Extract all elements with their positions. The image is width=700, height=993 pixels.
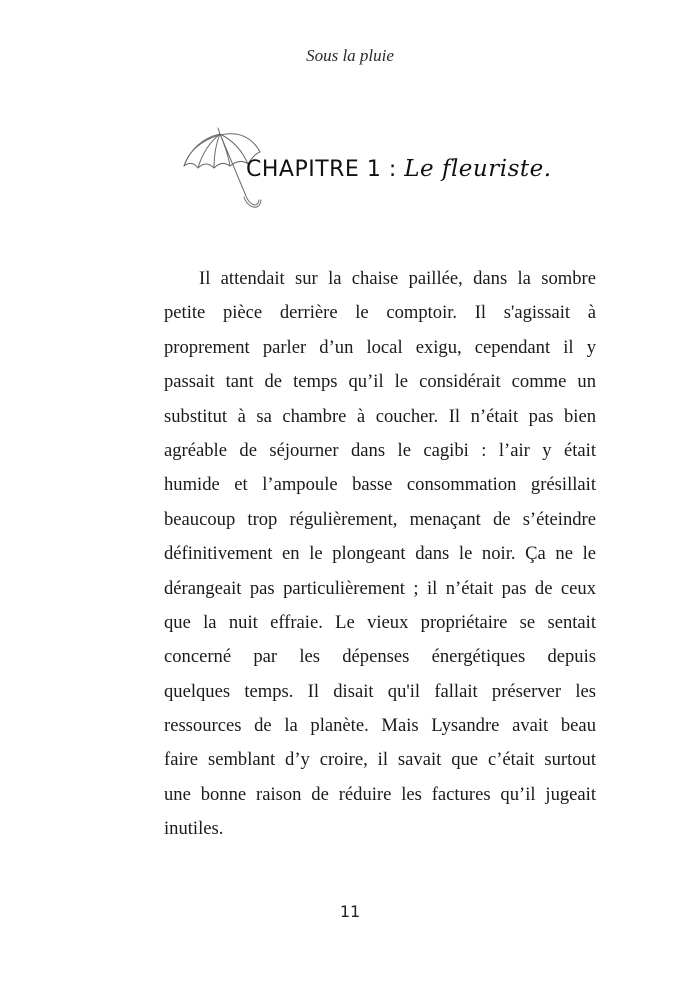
chapter-title bbox=[246, 156, 552, 182]
text-line: quelques temps. Il disait qu'il fallait préserver les bbox=[164, 680, 596, 702]
text-line: concerné par les dépenses énergétiques depuis bbox=[164, 646, 596, 668]
text-line: agréable de séjourner dans le cagibi : l’air y était bbox=[164, 439, 596, 461]
page-number: 11 bbox=[339, 902, 361, 921]
text-line: faire semblant d’y croire, il savait que c’était surtout bbox=[164, 749, 596, 771]
text-line: Il attendait sur la chaise paillée, dans la sombre bbox=[199, 268, 596, 289]
chapter-label: CHAPITRE 1 : bbox=[246, 157, 397, 182]
text-line: passait tant de temps qu’il le considérait comme un bbox=[164, 371, 596, 393]
text-line: définitivement en le plongeant dans le noir. Ça ne le bbox=[164, 543, 596, 565]
text-line: inutiles. bbox=[164, 818, 224, 840]
chapter-heading bbox=[180, 120, 580, 220]
text-line: une bonne raison de réduire les factures qu’il jugeait bbox=[164, 783, 596, 805]
body-paragraph bbox=[164, 262, 596, 847]
running-header: Sous la pluie bbox=[306, 46, 394, 65]
text-line: dérangeait pas particulièrement ; il n’était pas de ceux bbox=[164, 577, 596, 599]
chapter-name: Le fleuriste. bbox=[404, 156, 552, 182]
text-line: humide et l’ampoule basse consommation grésillait bbox=[164, 474, 596, 496]
text-line: ressources de la planète. Mais Lysandre avait beau bbox=[164, 715, 596, 737]
text-line: que la nuit effraie. Le vieux propriétaire se sentait bbox=[164, 611, 596, 633]
text-line: beaucoup trop régulièrement, menaçant de s’éteindre bbox=[164, 508, 596, 530]
text-line: substitut à sa chambre à coucher. Il n’était pas bien bbox=[164, 405, 596, 427]
text-line: petite pièce derrière le comptoir. Il s'agissait à bbox=[164, 302, 596, 324]
text-line: proprement parler d’un local exigu, cependant il y bbox=[164, 336, 596, 358]
